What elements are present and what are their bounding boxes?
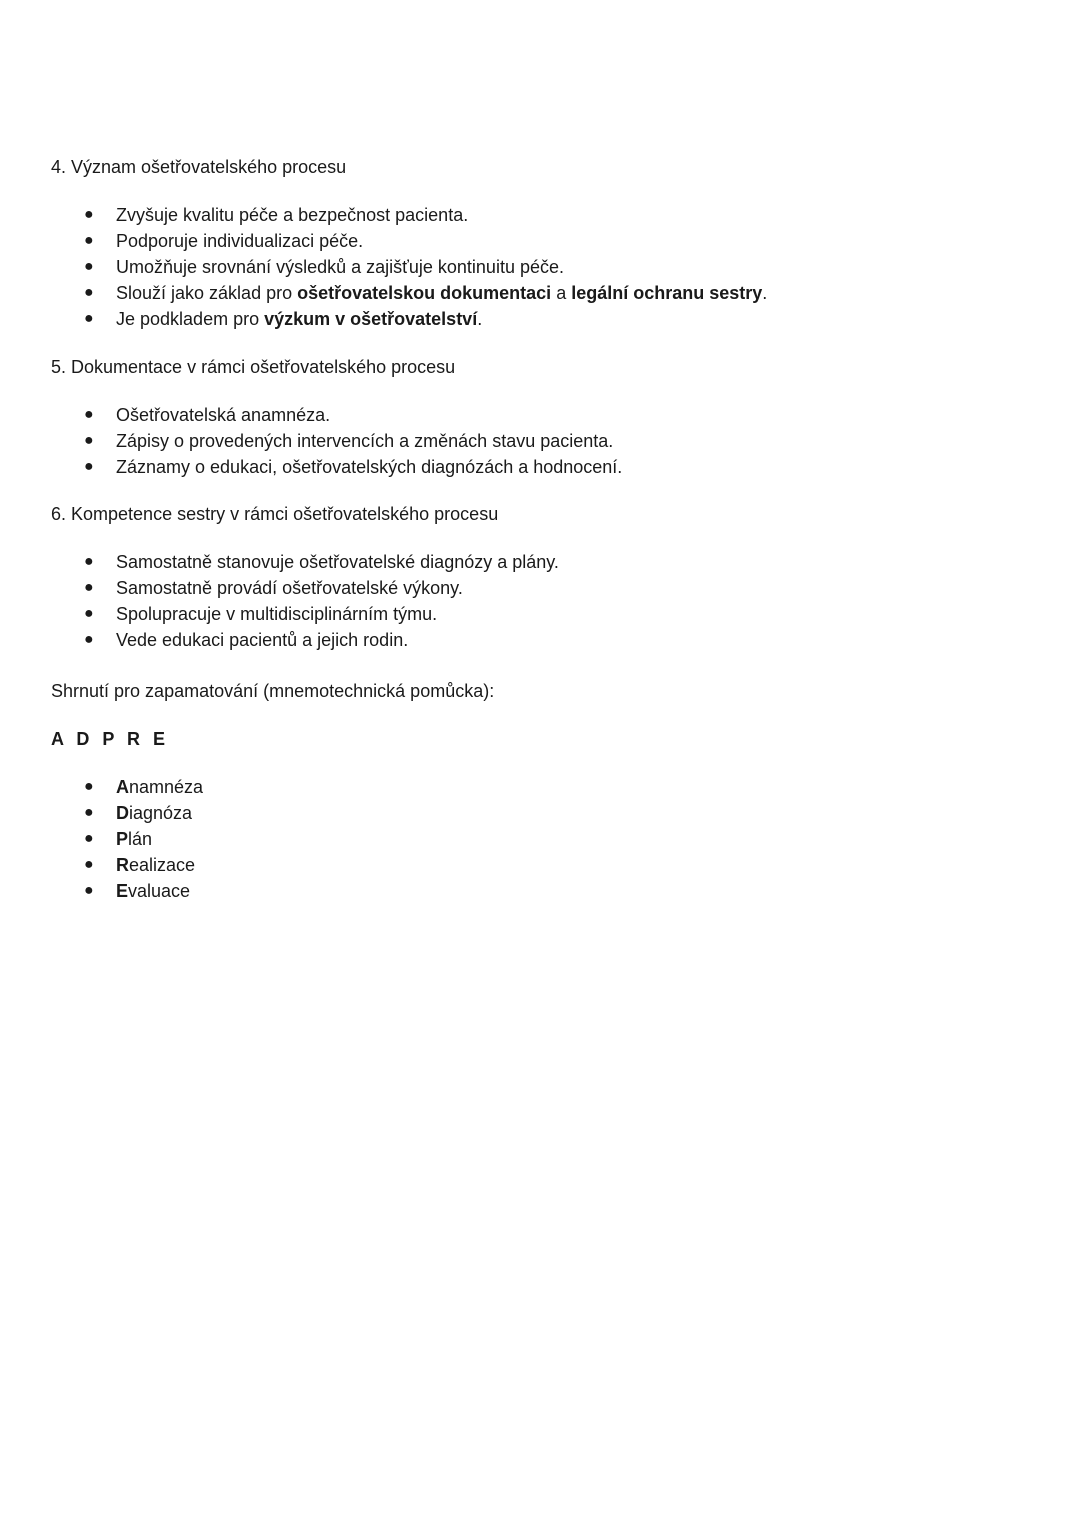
bullet-icon: ● <box>84 284 94 301</box>
list-item: ● Anamnéza <box>0 774 203 800</box>
initial-letter: E <box>116 881 129 901</box>
list-item: ● Záznamy o edukaci, ošetřovatelských diagnózách a hodnocení. <box>0 454 622 480</box>
bullet-icon: ● <box>84 553 94 570</box>
bullet-icon: ● <box>84 432 94 449</box>
list-item: ● Samostatně provádí ošetřovatelské výkony. <box>0 575 559 601</box>
bullet-icon: ● <box>84 605 94 622</box>
list-item: ● Je podkladem pro výzkum v ošetřovatelství. <box>0 306 767 332</box>
initial-letter: P <box>116 829 129 849</box>
bullet-icon: ● <box>84 882 94 899</box>
list-item: ● Spolupracuje v multidisciplinárním týmu. <box>0 601 559 627</box>
bullet-icon: ● <box>84 406 94 423</box>
mnemonic-acronym: A D P R E <box>51 729 170 749</box>
bullet-icon: ● <box>84 778 94 795</box>
list-item: ● Samostatně stanovuje ošetřovatelské diagnózy a plány. <box>0 549 559 575</box>
emphasis-text: legální ochranu sestry <box>571 283 763 303</box>
list-item: ● Slouží jako základ pro ošetřovatelskou dokumentaci a legální ochranu sestry. <box>0 280 767 306</box>
list-item: ● Realizace <box>0 852 203 878</box>
list-item: ● Umožňuje srovnání výsledků a zajišťuje kontinuitu péče. <box>0 254 767 280</box>
initial-letter: R <box>116 855 129 875</box>
bullet-list-kompetence <box>0 549 559 653</box>
bullet-list-dokumentace <box>0 402 622 480</box>
bullet-icon: ● <box>84 458 94 475</box>
section-heading-vyznam: 4. Význam ošetřovatelského procesu <box>51 157 347 177</box>
list-item: ● Podporuje individualizaci péče. <box>0 228 767 254</box>
bullet-icon: ● <box>84 232 94 249</box>
list-item: ● Zvyšuje kvalitu péče a bezpečnost pacienta. <box>0 202 767 228</box>
emphasis-text: ošetřovatelskou dokumentaci <box>297 283 552 303</box>
emphasis-text: výzkum v ošetřovatelství <box>264 309 478 329</box>
bullet-list-mnemonic <box>0 774 203 904</box>
bullet-icon: ● <box>84 310 94 327</box>
bullet-icon: ● <box>84 206 94 223</box>
initial-letter: A <box>116 777 129 797</box>
bullet-icon: ● <box>84 830 94 847</box>
section-heading-kompetence: 6. Kompetence sestry v rámci ošetřovatelského procesu <box>51 504 499 524</box>
list-item: ● Ošetřovatelská anamnéza. <box>0 402 622 428</box>
bullet-icon: ● <box>84 631 94 648</box>
list-item: ● Diagnóza <box>0 800 203 826</box>
list-item: ● Zápisy o provedených intervencích a změnách stavu pacienta. <box>0 428 622 454</box>
bullet-icon: ● <box>84 579 94 596</box>
initial-letter: D <box>116 803 129 823</box>
list-item: ● Evaluace <box>0 878 203 904</box>
bullet-icon: ● <box>84 856 94 873</box>
bullet-icon: ● <box>84 258 94 275</box>
bullet-list-vyznam <box>0 202 767 332</box>
bullet-icon: ● <box>84 804 94 821</box>
list-item: ● Vede edukaci pacientů a jejich rodin. <box>0 627 559 653</box>
summary-heading: Shrnutí pro zapamatování (mnemotechnická pomůcka): <box>51 681 495 701</box>
section-heading-dokumentace: 5. Dokumentace v rámci ošetřovatelského procesu <box>51 357 456 377</box>
list-item: ● Plán <box>0 826 203 852</box>
